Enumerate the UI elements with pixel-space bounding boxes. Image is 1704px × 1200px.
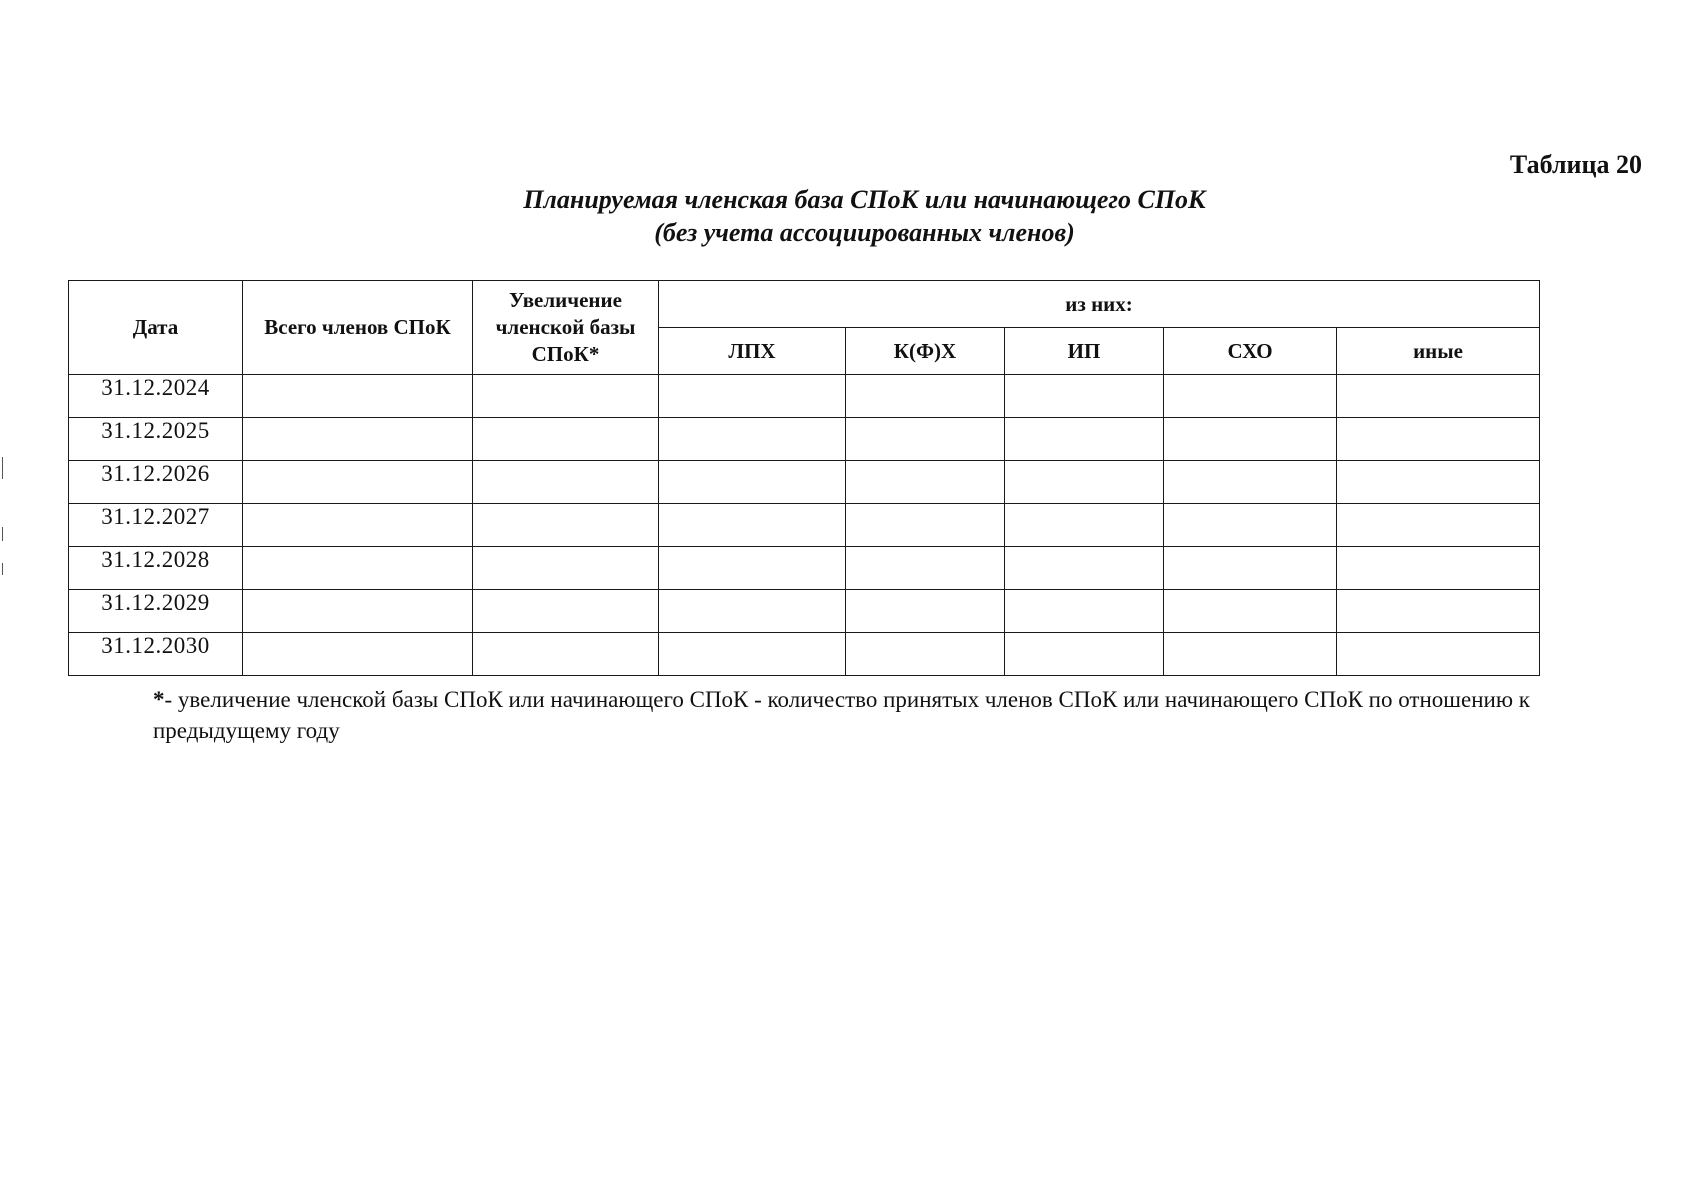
cell-sho	[1164, 633, 1337, 676]
table-title	[0, 183, 1704, 249]
cell-increase	[473, 633, 659, 676]
cell-kfh	[846, 461, 1005, 504]
header-increase: Увеличение членской базы СПоК*	[473, 281, 659, 375]
cell-lph	[659, 504, 846, 547]
table-row	[69, 418, 1540, 461]
cell-sho	[1164, 590, 1337, 633]
cell-total-members	[243, 547, 473, 590]
table-row	[69, 590, 1540, 633]
scan-artifact	[2, 563, 3, 575]
table-row	[69, 375, 1540, 418]
cell-other	[1337, 461, 1540, 504]
cell-kfh	[846, 633, 1005, 676]
footnote-star: *	[153, 687, 165, 712]
cell-kfh	[846, 590, 1005, 633]
cell-kfh	[846, 547, 1005, 590]
table-number: Таблица 20	[1509, 150, 1642, 179]
cell-total-members	[243, 461, 473, 504]
cell-sho	[1164, 547, 1337, 590]
header-kfh: К(Ф)Х	[846, 328, 1005, 375]
cell-increase	[473, 375, 659, 418]
cell-ip	[1005, 590, 1164, 633]
cell-total-members	[243, 418, 473, 461]
cell-ip	[1005, 547, 1164, 590]
cell-other	[1337, 633, 1540, 676]
cell-total-members	[243, 504, 473, 547]
header-total-members: Всего членов СПоК	[243, 281, 473, 375]
cell-lph	[659, 375, 846, 418]
cell-increase	[473, 418, 659, 461]
cell-sho	[1164, 504, 1337, 547]
date-cell: 31.12.2024	[69, 375, 243, 418]
cell-other	[1337, 590, 1540, 633]
table-row	[69, 547, 1540, 590]
cell-lph	[659, 633, 846, 676]
date-cell: 31.12.2028	[69, 547, 243, 590]
table-row	[69, 633, 1540, 676]
cell-increase	[473, 461, 659, 504]
title-line-2: (без учета ассоциированных членов)	[654, 218, 1075, 247]
footnote-text: - увеличение членской базы СПоК или начинающего СПоК - количество принятых членов СПоК или начинающего СПоК по отношению к предыдущему году	[153, 687, 1530, 743]
date-cell: 31.12.2030	[69, 633, 243, 676]
cell-ip	[1005, 418, 1164, 461]
footnote	[153, 684, 1593, 746]
cell-lph	[659, 461, 846, 504]
cell-lph	[659, 590, 846, 633]
cell-ip	[1005, 461, 1164, 504]
cell-kfh	[846, 418, 1005, 461]
table-row	[69, 504, 1540, 547]
date-cell: 31.12.2025	[69, 418, 243, 461]
cell-kfh	[846, 504, 1005, 547]
cell-kfh	[846, 375, 1005, 418]
cell-increase	[473, 547, 659, 590]
date-cell: 31.12.2027	[69, 504, 243, 547]
table-row	[69, 461, 1540, 504]
header-other: иные	[1337, 328, 1540, 375]
title-line-1: Планируемая членская база СПоК или начинающего СПоК	[523, 185, 1206, 214]
cell-increase	[473, 590, 659, 633]
cell-total-members	[243, 375, 473, 418]
date-cell: 31.12.2029	[69, 590, 243, 633]
cell-sho	[1164, 461, 1337, 504]
header-ip: ИП	[1005, 328, 1164, 375]
scan-artifact	[2, 457, 3, 479]
cell-ip	[1005, 504, 1164, 547]
header-lph: ЛПХ	[659, 328, 846, 375]
cell-other	[1337, 547, 1540, 590]
cell-other	[1337, 375, 1540, 418]
cell-total-members	[243, 633, 473, 676]
membership-table	[68, 280, 1540, 676]
cell-ip	[1005, 633, 1164, 676]
date-cell: 31.12.2026	[69, 461, 243, 504]
cell-ip	[1005, 375, 1164, 418]
cell-sho	[1164, 375, 1337, 418]
cell-other	[1337, 418, 1540, 461]
table-body	[69, 375, 1540, 676]
header-sho: СХО	[1164, 328, 1337, 375]
header-date: Дата	[69, 281, 243, 375]
cell-other	[1337, 504, 1540, 547]
cell-lph	[659, 418, 846, 461]
header-of-them: из них:	[659, 281, 1540, 328]
cell-total-members	[243, 590, 473, 633]
cell-increase	[473, 504, 659, 547]
scan-artifact	[2, 527, 3, 541]
cell-lph	[659, 547, 846, 590]
cell-sho	[1164, 418, 1337, 461]
